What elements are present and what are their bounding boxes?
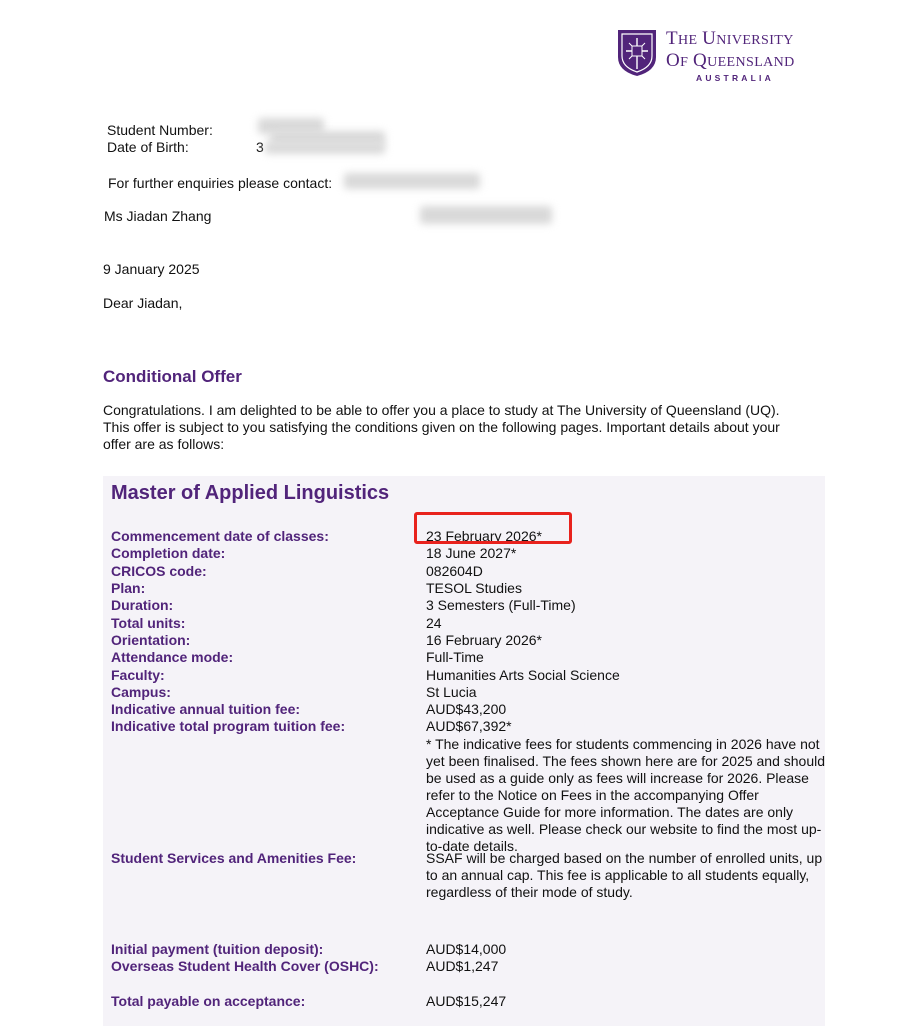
field-label-orientation: Orientation: xyxy=(111,632,191,648)
redacted-address xyxy=(420,206,552,224)
field-label-duration: Duration: xyxy=(111,597,174,613)
redacted-contact xyxy=(344,173,480,189)
logo-line-1: THE UNIVERSITY xyxy=(666,28,794,49)
section-heading-conditional-offer: Conditional Offer xyxy=(103,367,242,386)
dob-label: Date of Birth: xyxy=(107,139,189,155)
logo-line-3: AUSTRALIA xyxy=(696,73,774,83)
field-label-completion: Completion date: xyxy=(111,545,226,561)
field-label-ssaf: Student Services and Amenities Fee: xyxy=(111,850,357,866)
field-value-campus: St Lucia xyxy=(426,684,477,700)
field-label-oshc: Overseas Student Health Cover (OSHC): xyxy=(111,958,379,974)
field-value-annual-fee: AUD$43,200 xyxy=(426,701,507,717)
field-value-faculty: Humanities Arts Social Science xyxy=(426,667,620,683)
logo-line-2: OF QUEENSLAND xyxy=(666,50,795,71)
field-label-cricos: CRICOS code: xyxy=(111,563,207,579)
intro-paragraph: Congratulations. I am delighted to be able to offer you a place to study at The University of Queensland (UQ). This offer is subject to you satisfying the conditions given on the following pages. Important details about your offer are as follows: xyxy=(103,402,780,452)
field-value-total-payable: AUD$15,247 xyxy=(426,993,507,1009)
university-crest-icon xyxy=(617,29,657,77)
highlight-annotation-box xyxy=(414,512,572,544)
field-value-total-units: 24 xyxy=(426,615,442,631)
field-label-initial-payment: Initial payment (tuition deposit): xyxy=(111,941,324,957)
field-value-cricos: 082604D xyxy=(426,563,483,579)
program-title: Master of Applied Linguistics xyxy=(111,482,390,504)
field-value-commencement: 23 February 2026* xyxy=(426,528,542,544)
university-logo-text xyxy=(666,29,795,83)
salutation: Dear Jiadan, xyxy=(103,295,183,311)
field-label-plan: Plan: xyxy=(111,580,146,596)
letter-date: 9 January 2025 xyxy=(103,261,200,277)
field-label-total-units: Total units: xyxy=(111,615,186,631)
field-label-faculty: Faculty: xyxy=(111,667,165,683)
field-value-attendance-mode: Full-Time xyxy=(426,649,484,665)
enquiries-label: For further enquiries please contact: xyxy=(108,175,333,191)
field-label-commencement: Commencement date of classes: xyxy=(111,528,329,544)
field-label-attendance-mode: Attendance mode: xyxy=(111,649,234,665)
field-label-annual-fee: Indicative annual tuition fee: xyxy=(111,701,301,717)
field-label-campus: Campus: xyxy=(111,684,171,700)
field-value-initial-payment: AUD$14,000 xyxy=(426,941,507,957)
field-label-total-payable: Total payable on acceptance: xyxy=(111,993,306,1009)
field-value-orientation: 16 February 2026* xyxy=(426,632,542,648)
student-name: Ms Jiadan Zhang xyxy=(104,208,212,224)
field-value-ssaf: SSAF will be charged based on the number of enrolled units, up to an annual cap. This fee is applicable to all students equally, regardless of their mode of study. xyxy=(426,850,823,900)
field-value-oshc: AUD$1,247 xyxy=(426,958,499,974)
field-value-plan: TESOL Studies xyxy=(426,580,522,596)
field-value-duration: 3 Semesters (Full-Time) xyxy=(426,597,576,613)
dob-value-partial: 3 xyxy=(256,139,264,155)
field-value-total-fee: AUD$67,392* xyxy=(426,718,512,734)
redacted-dob xyxy=(265,142,385,154)
field-value-completion: 18 June 2027* xyxy=(426,545,517,561)
field-label-total-fee: Indicative total program tuition fee: xyxy=(111,718,346,734)
fee-note: * The indicative fees for students commencing in 2026 have not yet been finalised. The fees shown here are for 2025 and should be used as a guide only as fees will increase for 2026. Please refer to the Notice on Fees in the accompanying Offer Acceptance Guide for more information. The dates are only indicative as well. Please check our website to find the most up-to-date details. xyxy=(426,736,826,854)
student-number-label: Student Number: xyxy=(107,122,213,138)
